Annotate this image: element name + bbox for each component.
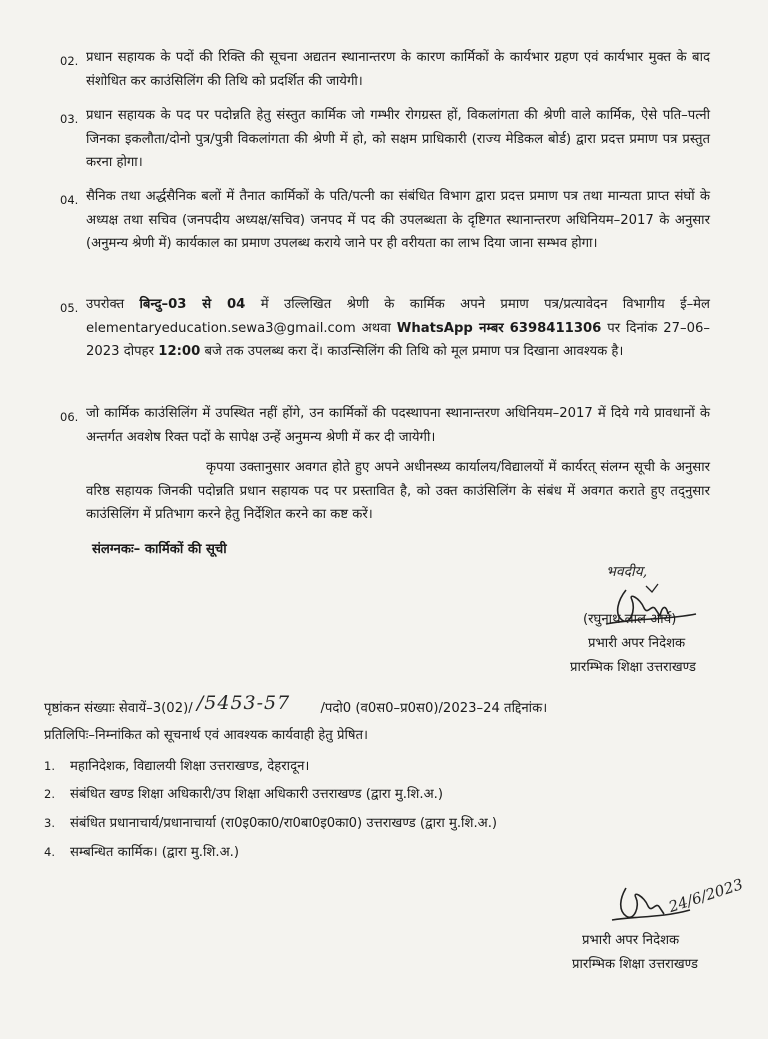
endorsement-prefix: पृष्ठांकन संख्याः सेवायें–3(02)/ [44, 701, 193, 716]
paragraph-03 [60, 104, 710, 175]
handwritten-date: 24/6/2023 [666, 875, 746, 916]
salutation: भवदीय, [606, 564, 648, 580]
whatsapp-number: 6398411306 [509, 320, 602, 336]
text-segment: उपरोक्त [86, 297, 125, 312]
paragraph-text: प्रधान सहायक के पदों की रिक्ति की सूचना अद्यतन स्थानान्तरण के कारण कार्मिकों के कार्यभार ग्रहण एवं कार्यभार मुक्त के बाद संशोधित कर काउंसिलिंग की तिथि को प्रदर्शित की जायेगी। [86, 50, 710, 89]
handwritten-dispatch-number: /5453-57 [196, 692, 291, 714]
paragraph-number: 03. [60, 112, 79, 126]
paragraph-number: 05. [60, 301, 79, 315]
copy-list-number: 2. [44, 787, 55, 801]
paragraph-text: सैनिक तथा अर्द्धसैनिक बलों में तैनात कार्मिकों के पति/पत्नी का संबंधित विभाग द्वारा प्रदत्त प्रमाण पत्र तथा मान्यता प्राप्त संघों के अध्यक्ष तथा सचिव (जनपदीय अध्यक्ष/सचिव) जनपद में पद की उपलब्धता के दृष्टिगत स्थानान्तरण अधिनियम–2017 के अनुसार (अनुमन्य श्रेणी में) कार्यकाल का प्रमाण उपलब्ध कराये जाने पर ही वरीयता का लाभ दिया जाना सम्भव होगा। [86, 189, 710, 251]
paragraph-number: 04. [60, 193, 79, 207]
copy-list-number: 4. [44, 845, 55, 859]
whatsapp-label: WhatsApp नम्बर [396, 320, 504, 336]
copy-list-item [44, 784, 443, 805]
paragraph-text [86, 293, 710, 364]
text-segment: पर दिनांक 27–06–2023 दोपहर [86, 320, 710, 359]
endorsement-suffix: /पदो0 (व0स0–प्र0स0)/2023–24 तद्दिनांक। [320, 701, 548, 716]
request-paragraph [86, 456, 710, 527]
bold-reference: बिन्दु–03 से 04 [139, 297, 246, 312]
signatory-designation: प्रभारी अपर निदेशक [582, 933, 680, 948]
copy-list-number: 1. [44, 759, 55, 773]
endorsement-line [44, 692, 548, 719]
signatory-office: प्रारम्भिक शिक्षा उत्तराखण्ड [572, 957, 698, 972]
paragraph-number: 06. [60, 410, 79, 424]
signatory-name: (रघुनाथ लाल आर्य) [583, 612, 677, 627]
paragraph-text: प्रधान सहायक के पद पर पदोन्नति हेतु संस्तुत कार्मिक जो गम्भीर रोगग्रस्त हों, विकलांगता की श्रेणी वाले कार्मिक, ऐसे पति–पत्नी जिनका इकलौता/दोनो पुत्र/पुत्री विकलांगता की श्रेणी में हो, को सक्षम प्राधिकारी (राज्य मेडिकल बोर्ड) द्वारा प्रदत्त प्रमाण पत्र प्रस्तुत करना होगा। [86, 108, 710, 170]
copy-list-text: संबंधित प्रधानाचार्य/प्रधानाचार्या (रा0इ0का0/रा0बा0इ0का0) उत्तराखण्ड (द्वारा मु.शि.अ.) [70, 816, 498, 831]
copy-list-number: 3. [44, 816, 55, 830]
copy-list-text: सम्बन्धित कार्मिक। (द्वारा मु.शि.अ.) [70, 845, 239, 860]
paragraph-number: 02. [60, 54, 79, 68]
paragraph-02 [60, 46, 710, 93]
copy-list-item [44, 756, 309, 777]
text-segment: बजे तक उपलब्ध करा दें। काउन्सिलिंग की तिथि को मूल प्रमाण पत्र दिखाना आवश्यक है। [204, 344, 624, 359]
enclosure-line: संलग्नकः– कार्मिकों की सूची [92, 542, 227, 557]
text-segment: में उल्लिखित श्रेणी के कार्मिक अपने प्रमाण पत्र/प्रत्यावेदन विभागीय ई–मेल elementaryeducation.sewa3@gmail.com अथवा [86, 297, 710, 336]
paragraph-05 [60, 293, 710, 364]
signatory-designation: प्रभारी अपर निदेशक [588, 636, 686, 651]
signatory-office: प्रारम्भिक शिक्षा उत्तराखण्ड [570, 660, 696, 675]
copy-list-item [44, 842, 239, 863]
request-text: कृपया उक्तानुसार अवगत होते हुए अपने अधीनस्थ्य कार्यालय/विद्यालयों में कार्यरत् संलग्न सूची के अनुसार वरिष्ठ सहायक जिनकी पदोन्नति प्रधान सहायक पद पर प्रस्तावित है, को उक्त काउंसिलिंग के संबंध में अवगत कराते हुए तद्नुसार काउंसिलिंग में प्रतिभाग करने हेतु निर्देशित करने का कष्ट करें। [86, 460, 710, 522]
deadline-time: 12:00 [158, 344, 201, 359]
paragraph-text: जो कार्मिक काउंसिलिंग में उपस्थित नहीं होंगे, उन कार्मिकों की पदस्थापना स्थानान्तरण अधिनियम–2017 में दिये गये प्रावधानों के अन्तर्गत अवशेष रिक्त पदों के सापेक्ष उन्हें अनुमन्य श्रेणी में कर दी जायेगी। [86, 406, 710, 445]
copy-heading: प्रतिलिपिः–निम्नांकित को सूचनार्थ एवं आवश्यक कार्यवाही हेतु प्रेषित। [44, 728, 369, 743]
paragraph-06 [60, 402, 710, 449]
copy-list-text: महानिदेशक, विद्यालयी शिक्षा उत्तराखण्ड, देहरादून। [70, 759, 310, 774]
copy-list-item [44, 813, 497, 834]
copy-list-text: संबंधित खण्ड शिक्षा अधिकारी/उप शिक्षा अधिकारी उत्तराखण्ड (द्वारा मु.शि.अ.) [70, 787, 443, 802]
paragraph-04 [60, 185, 710, 256]
